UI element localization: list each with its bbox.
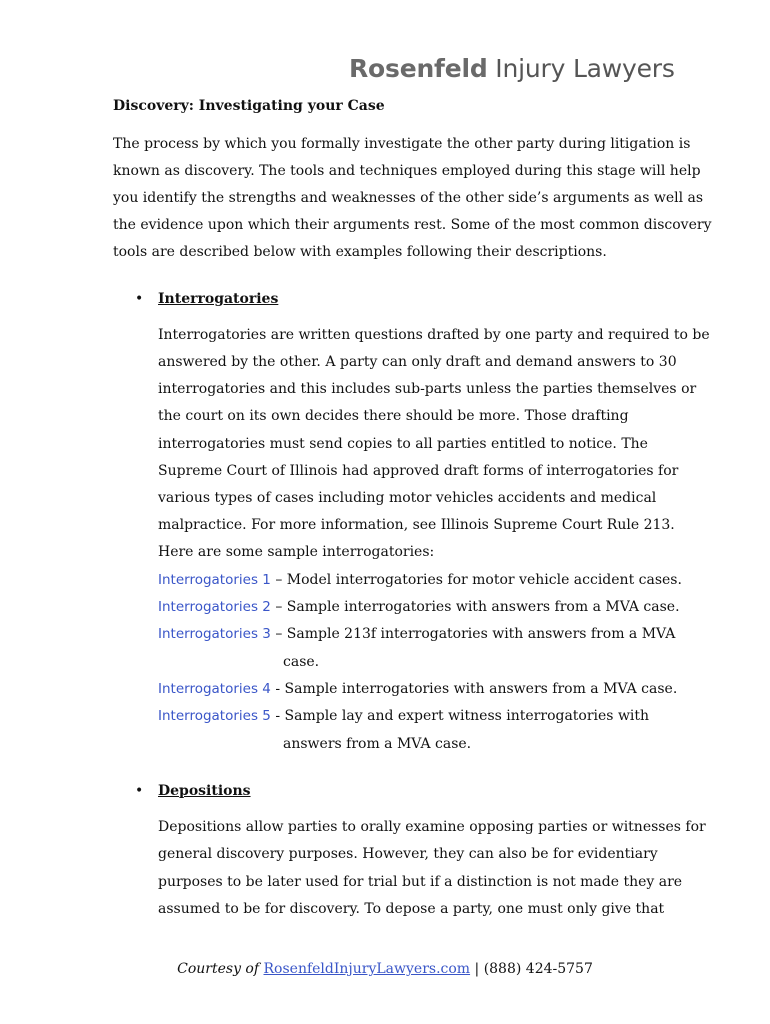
footer (0, 960, 770, 978)
depositions-line: general discovery purposes. However, they can also be for evidentiary (158, 846, 658, 862)
sample-link-row (158, 625, 675, 643)
interrogatories-line: interrogatories and this includes sub-parts unless the parties themselves or (158, 381, 697, 397)
interrogatories-1-link[interactable]: Interrogatories 1 (158, 572, 271, 588)
footer-separator: | (470, 961, 484, 977)
interrogatories-line: interrogatories must send copies to all parties entitled to notice. The (158, 436, 648, 452)
sample-link-row (158, 707, 649, 725)
depositions-line: assumed to be for discovery. To depose a party, one must only give that (158, 901, 665, 917)
interrogatories-line: malpractice. For more information, see Illinois Supreme Court Rule 213. (158, 517, 675, 533)
sample-link-desc-cont: answers from a MVA case. (283, 736, 472, 752)
bullet-icon: • (135, 291, 144, 307)
logo-name-rest: Injury Lawyers (487, 54, 675, 83)
bullet-icon: • (135, 783, 144, 799)
interrogatories-line: Interrogatories are written questions drafted by one party and required to be (158, 327, 710, 343)
sample-link-row (158, 571, 682, 589)
interrogatories-line: Here are some sample interrogatories: (158, 544, 435, 560)
intro-line: the evidence upon which their arguments rest. Some of the most common discovery (113, 217, 712, 233)
intro-line: The process by which you formally investigate the other party during litigation is (113, 136, 691, 152)
footer-site-link[interactable]: RosenfeldInjuryLawyers.com (263, 961, 471, 977)
logo-name-bold: Rosenfeld (349, 54, 488, 83)
interrogatories-2-link[interactable]: Interrogatories 2 (158, 599, 271, 615)
section-heading-interrogatories: Interrogatories (158, 291, 279, 307)
interrogatories-line: Supreme Court of Illinois had approved draft forms of interrogatories for (158, 463, 679, 479)
intro-line: known as discovery. The tools and techniques employed during this stage will help (113, 163, 701, 179)
sample-link-row (158, 598, 680, 616)
sample-link-row (158, 680, 677, 698)
sample-link-desc-cont: case. (283, 654, 320, 670)
intro-line: you identify the strengths and weaknesses of the other side’s arguments as well as (113, 190, 704, 206)
section-heading-depositions: Depositions (158, 783, 251, 799)
interrogatories-3-link[interactable]: Interrogatories 3 (158, 626, 271, 642)
depositions-line: Depositions allow parties to orally examine opposing parties or witnesses for (158, 819, 706, 835)
intro-line: tools are described below with examples following their descriptions. (113, 244, 607, 260)
sample-link-desc: – Model interrogatories for motor vehicle accident cases. (270, 572, 682, 588)
sample-link-desc: - Sample interrogatories with answers from a MVA case. (270, 681, 678, 697)
sample-link-desc: - Sample lay and expert witness interrogatories with (270, 708, 650, 724)
footer-phone: (888) 424-5757 (483, 961, 593, 977)
page-title: Discovery: Investigating your Case (113, 98, 385, 114)
interrogatories-line: the court on its own decides there should be more. Those drafting (158, 408, 629, 424)
interrogatories-line: answered by the other. A party can only draft and demand answers to 30 (158, 354, 677, 370)
interrogatories-line: various types of cases including motor vehicles accidents and medical (158, 490, 657, 506)
depositions-line: purposes to be later used for trial but if a distinction is not made they are (158, 874, 683, 890)
sample-link-desc: – Sample 213f interrogatories with answers from a MVA (270, 626, 676, 642)
sample-link-desc: – Sample interrogatories with answers from a MVA case. (270, 599, 680, 615)
footer-courtesy: Courtesy of (177, 961, 264, 977)
logo (349, 54, 675, 83)
interrogatories-4-link[interactable]: Interrogatories 4 (158, 681, 271, 697)
interrogatories-5-link[interactable]: Interrogatories 5 (158, 708, 271, 724)
